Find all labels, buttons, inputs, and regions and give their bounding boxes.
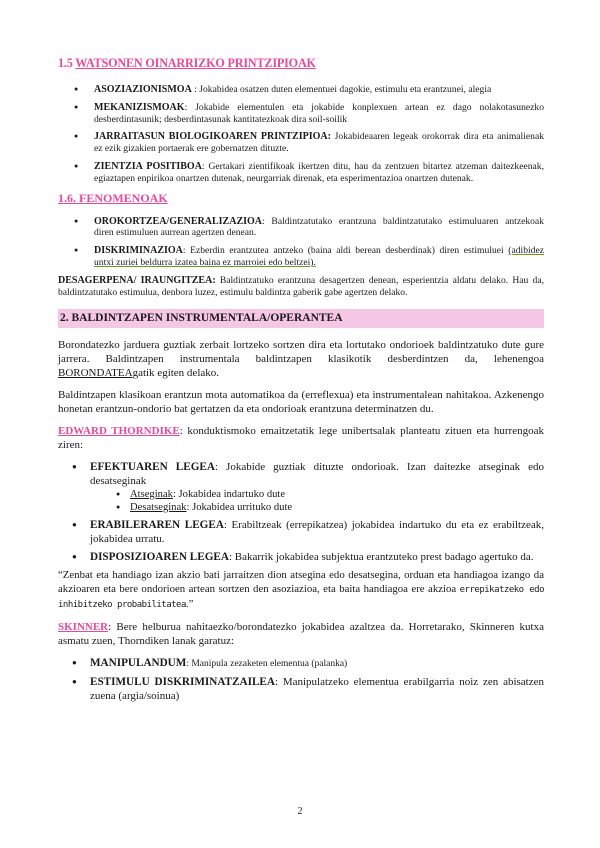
skinner-name: SKINNER [58, 620, 109, 633]
list-item: ● OROKORTZEA/GENERALIZAZIOA: Baldintzatutako erantzuna baldintzatutako estimuluaren antzekoak diren estimuluen aurrean agertzen denean. [58, 216, 544, 240]
list-item: ● MEKANIZISMOAK: Jokabide elementulen eta jokabide konplexuen artean ez dago nolakotasunezko desberdintasunik; desberdintasunak kantitatezkoak dira soil-soilik [58, 102, 544, 126]
section-2-heading: 2. BALDINTZAPEN INSTRUMENTALA/OPERANTEA [58, 309, 544, 328]
skinner-paragraph: SKINNER: Bere helburua nahitaezko/borondatezko jokabidea azaltzea da. Horretarako, Skinneren kutxa asmatu zuen, Thorndiken lanak garatuz: [58, 620, 544, 647]
list-item: ● DISPOSIZIOAREN LEGEA: Bakarrik jokabidea subjektua erantzuteko prest badago agertuko da. [58, 550, 544, 564]
sub-list-item: ● Desatseginak: Jokabidea urrituko dute [90, 501, 544, 514]
list-item: ● ZIENTZIA POSITIBOA: Gertakari zientifikoak ikertzen ditu, hau da zentzuen bitartez atzeman daitezkeenak, egiaztapen enpirikoa onartzen dutenak, neurgarriak direnak, eta esperimentazioa onartzen dutenak. [58, 161, 544, 185]
list-item: ● MANIPULANDUM: Manipula zezaketen elementua (palanka) [58, 656, 544, 671]
list-item: ● ESTIMULU DISKRIMINATZAILEA: Manipulatzeko elementua erabilgarria noiz zen abisatzen zuena (argia/soinua) [58, 675, 544, 703]
list-item: ● DISKRIMINAZIOA: Ezberdin erantzutea antzeko (baina aldi berean desberdinak) diren estimuluei (adibidez untxi zuriei beldurra izatea baina ez marroiei edo beltzei). [58, 245, 544, 269]
skinner-list [58, 656, 544, 703]
phenomena-list [58, 216, 544, 269]
list-item: ● EFEKTUAREN LEGEA: Jokabide guztiak dituzte ondorioak. Izan daitezke atseginak edo desatseginak ● Atseginak: Jokabidea indartuko dute ● Desatseginak: Jokabidea urrituko dute [58, 460, 544, 514]
list-item: ● JARRAITASUN BIOLOGIKOAREN PRINTZIPIOA: Jokabideaaren legeak orokorrak dira eta animalienak ez ezik gizakien portaerak ere gobernatzen dituzte. [58, 131, 544, 155]
thorndike-paragraph: EDWARD THORNDIKE: konduktismoko emaitzetatik lege unibertsalak planteatu zituen eta hurrengoak ziren: [58, 424, 544, 451]
list-item: ● ASOZIAZIONISMOA : Jokabidea osatzen duten elementuei dagokie, estimulu eta erantzunei, alegia [58, 84, 544, 96]
thorndike-name: EDWARD THORNDIKE [58, 424, 180, 437]
section-1-6-heading: 1.6. FENOMENOAK [58, 190, 168, 205]
thorndike-quote: “Zenbat eta handiago izan akzio bati jarraitzen dion atsegina edo desatsegina, orduan eta handiagoa izango da akzioaren eta bere ondorioen artean sortzen den asoziazioa, eta baita handiagoa ere akzioa errepikatzeko edo inhibitzeko probabilitatea.” [58, 568, 544, 610]
section-1-5-heading [58, 56, 544, 71]
section-title: WATSONEN OINARRIZKO PRINTZIPIOAK [75, 56, 316, 70]
list-item: ● ERABILERAREN LEGEA: Erabiltzeak (errepikatzea) jokabidea indartuko du eta ez erabiltzeak, jokabidea urratu. [58, 518, 544, 546]
document-page [58, 50, 544, 707]
page-number: 2 [297, 806, 303, 817]
section-number: 1.5 [58, 56, 73, 70]
principles-list [58, 84, 544, 185]
paragraph: Baldintzapen klasikoan erantzun mota automatikoa da (erreflexua) eta instrumentalean nahitakoa. Azkenengo honetan erantzun-ondorio bat gertatzen da eta ondorioak erantzuna determinatzen du. [58, 388, 544, 415]
extinction-paragraph: DESAGERPENA/ IRAUNGITZEA: Baldintzatuko erantzuna desagertzen denean, esperientzia aldatu delako. Hau da, baldintzatutako estimulua, denbora luzez, estimulu baldintza gaberik gabe agertzen delako. [58, 274, 544, 298]
sub-list-item: ● Atseginak: Jokabidea indartuko dute [90, 488, 544, 501]
paragraph: Borondatezko jarduera guztiak zerbait lortzeko sortzen dira eta lortutako ondorioek baldintzatuko dute gure jarrera. Baldintzapen instrumentala baldintzapen klasikotik desberdintzen da, lehenengoa BORONDATEAgatik egiten delako. [58, 338, 544, 379]
highlighted-example: (adibidez untxi zuriei beldurra izatea baina ez marroiei edo beltzei). [94, 245, 544, 268]
laws-list [58, 460, 544, 564]
sub-list [90, 488, 544, 514]
